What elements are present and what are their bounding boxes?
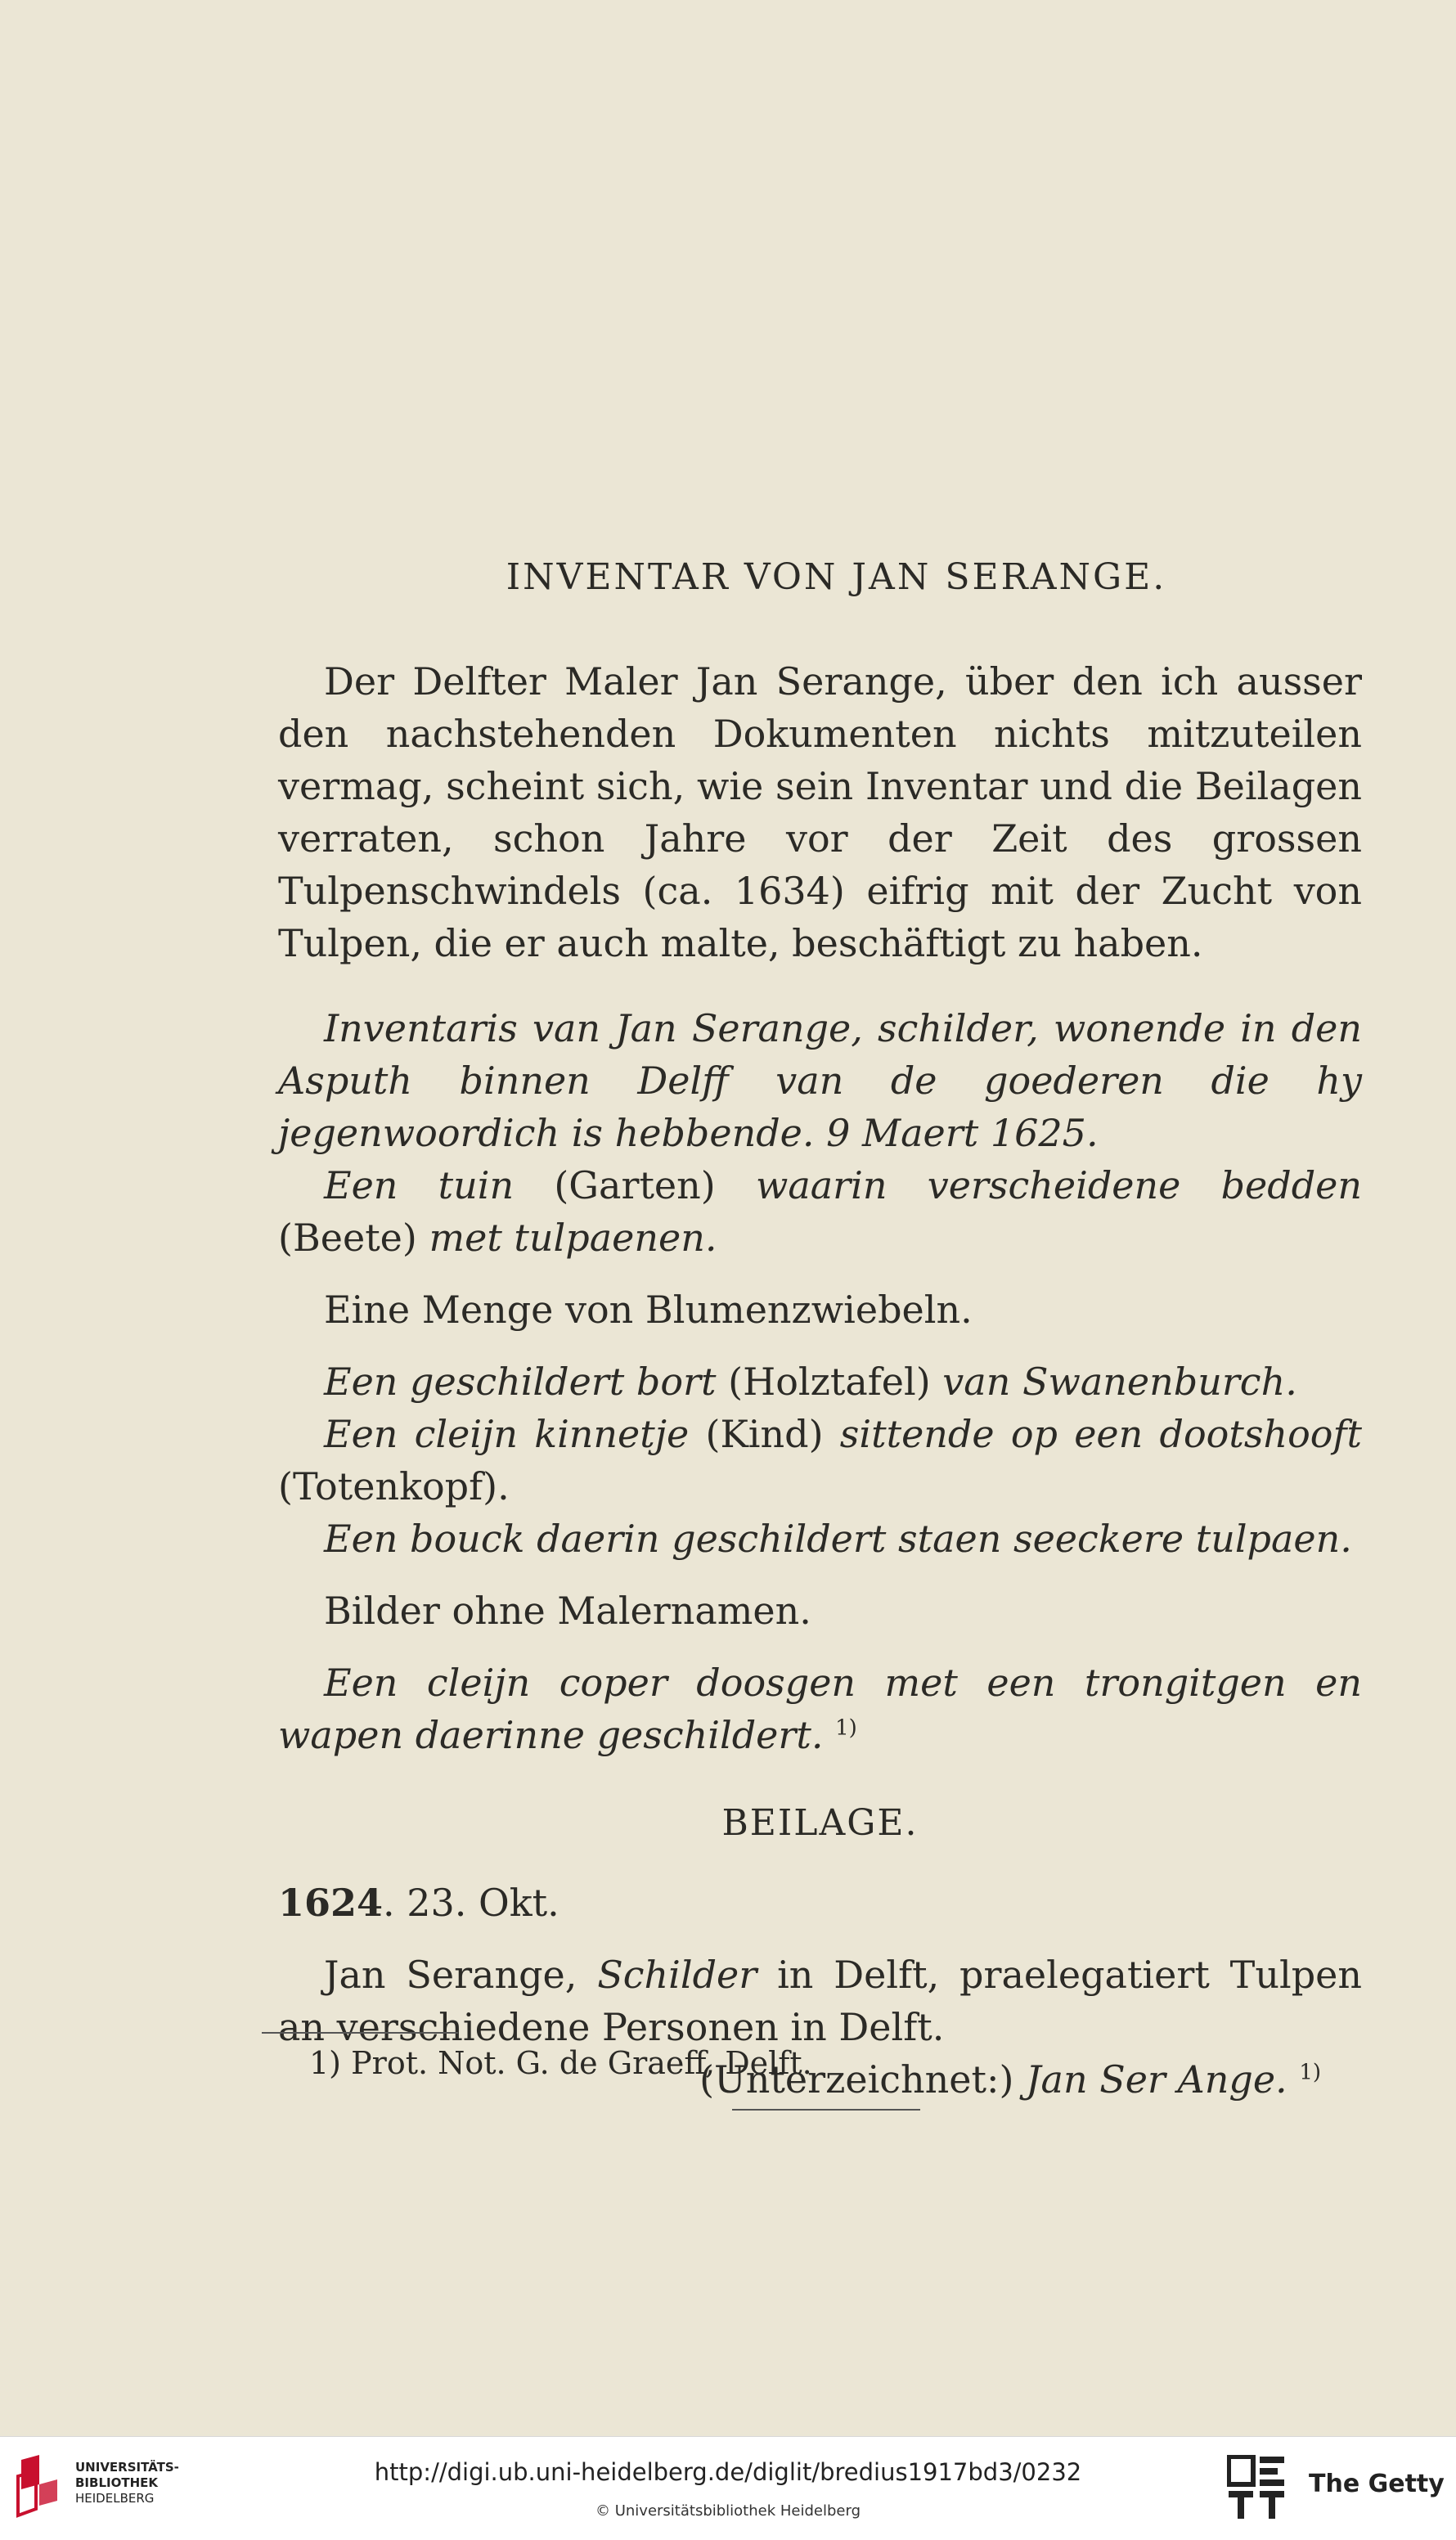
ub-name-line-2: BIBLIOTHEK xyxy=(75,2475,158,2490)
item-bort-dutch-2: van Swanenburch. xyxy=(942,1360,1297,1404)
ub-name-line-1: UNIVERSITÄTS- xyxy=(75,2460,179,2475)
permalink-url[interactable]: http://digi.ub.uni-heidelberg.de/diglit/bredius1917bd3/0232 xyxy=(374,2458,1082,2486)
ub-name-line-3: HEIDELBERG xyxy=(75,2491,155,2506)
item-bort xyxy=(278,1355,1362,1408)
beilage-date xyxy=(278,1877,1362,1929)
signature-label: (Unterzeichnet:) xyxy=(699,2057,1027,2102)
item-doosgen-text: Een cleijn coper doosgen met een trongitgen en wapen daerinne geschildert. xyxy=(278,1661,1362,1757)
signature-name: Jan Ser Ange. xyxy=(1026,2057,1287,2102)
item-kinnetje-dutch-2: sittende op een dootshooft xyxy=(839,1412,1362,1456)
beilage-text-1: Jan Serange, xyxy=(324,1953,598,1997)
end-divider xyxy=(732,2109,920,2111)
beilage-year: 1624 xyxy=(278,1881,384,1925)
item-bort-german: (Holztafel) xyxy=(716,1360,943,1404)
intro-paragraph: Der Delfter Maler Jan Serange, über den ich ausser den nachstehenden Dokumenten nichts mitzuteilen vermag, scheint sich, wie sein Inventar und die Beilagen verraten, schon Jahre vor der Zeit des grossen Tulpenschwindels (ca. 1634) eifrig mit der Zucht von Tulpen, die er auch malte, beschäftigt zu haben. xyxy=(278,659,1362,965)
page-title: INVENTAR VON JAN SERANGE. xyxy=(506,556,1167,598)
item-tuin-german-2: (Beete) xyxy=(278,1216,429,1260)
footer-bar xyxy=(0,2436,1456,2540)
beilage-text-schilder: Schilder xyxy=(597,1953,757,1997)
beilage-text-2: in Delft, praelegatiert Tulpen an verschiedene Personen in Delft. xyxy=(278,1953,1362,2049)
item-doosgen xyxy=(278,1657,1362,1761)
item-kinnetje-german-2: (Totenkopf). xyxy=(278,1464,510,1508)
item-kinnetje xyxy=(278,1408,1362,1513)
item-tuin xyxy=(278,1159,1362,1264)
item-kinnetje-dutch: Een cleijn kinnetje xyxy=(324,1412,690,1456)
footnote: 1) Prot. Not. G. de Graeff, Delft. xyxy=(309,2045,812,2081)
item-blumen: Eine Menge von Blumenzwiebeln. xyxy=(324,1288,973,1332)
item-tuin-dutch-3: met tulpaenen. xyxy=(429,1216,717,1260)
item-kinnetje-german: (Kind) xyxy=(689,1412,840,1456)
signature-footnote-ref: 1) xyxy=(1299,2060,1321,2085)
item-bouck: Een bouck daerin geschildert staen seeckere tulpaen. xyxy=(324,1517,1352,1561)
item-tuin-dutch: Een tuin xyxy=(324,1163,515,1207)
item-bort-dutch: Een geschildert bort xyxy=(324,1360,717,1404)
page-content xyxy=(278,556,1362,2106)
inventory-heading: Inventaris van Jan Serange, schilder, wonende in den Asputh binnen Delff van de goederen die hy jegenwoordich is hebbende. 9 Maert 1625. xyxy=(278,1006,1362,1155)
getty-name: The Getty xyxy=(1309,2470,1445,2498)
copyright-notice: © Universitätsbibliothek Heidelberg xyxy=(595,2502,861,2520)
footnote-ref: 1) xyxy=(835,1715,857,1741)
beilage-date-text: . 23. Okt. xyxy=(383,1881,559,1925)
beilage-heading: BEILAGE. xyxy=(721,1802,919,1844)
beilage-paragraph xyxy=(278,1949,1362,2053)
item-bilder: Bilder ohne Malernamen. xyxy=(324,1589,811,1633)
getty-logo-icon xyxy=(1227,2455,1286,2520)
item-tuin-german: (Garten) xyxy=(514,1163,756,1207)
item-tuin-dutch-2: waarin verscheidene bedden xyxy=(755,1163,1363,1207)
footnote-divider xyxy=(262,2032,458,2034)
